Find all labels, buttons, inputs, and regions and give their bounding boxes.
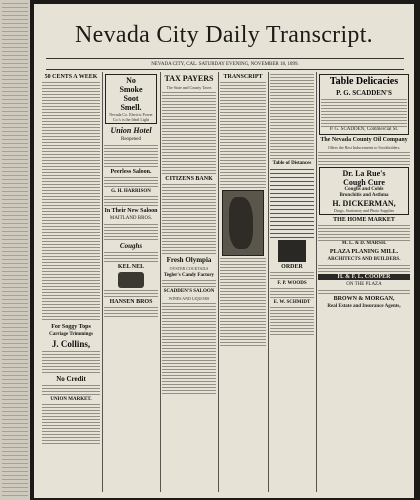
ad-heading: F. P. WOODS [277,281,307,286]
column-1 [42,72,100,492]
ad-subheading: MAITLAND BROS. [109,216,153,221]
text-block [104,252,158,262]
ad-heading: UNION MARKET. [50,397,92,402]
column-rule [160,72,161,492]
column-heading: TRANSCRIPT [223,74,263,80]
text-block [220,258,266,346]
masthead-title: Nevada City Daily Transcript. [74,22,373,48]
ad-heading: For Soggy Tops [51,324,91,330]
electric-power-ad [105,74,157,124]
adjacent-page-edge [0,0,30,500]
column-rule [102,72,103,492]
text-block [318,290,410,294]
ad-heading: PLAZA PLANING MILL. [329,249,399,255]
ad-heading: G. H. HARRISON [111,189,151,194]
ad-heading: ORDER [281,264,303,270]
dateline [46,58,404,70]
text-block [318,152,410,165]
ad-heading: The Nevada County Oil Company [320,137,408,143]
text-block [104,290,158,297]
column-rule [316,72,317,492]
ad-heading: Dr. La Rue's [342,169,386,178]
text-block [270,74,314,159]
ad-heading: HANSEN BROS [109,299,153,305]
ad-heading: SCADDEN'S SALOON [163,289,215,294]
ad-subheading: Reopened [121,137,141,142]
text-block [321,99,407,127]
newspaper-page [34,4,414,498]
text-block [162,303,216,394]
text-block [162,280,216,287]
ad-heading: KEL NEL [117,264,145,270]
seal-graphic [278,240,306,262]
column-6 [318,72,410,492]
ad-heading: H. DICKERMAN, [332,199,396,208]
ad-line: No [126,76,136,85]
text-block [162,184,216,254]
table-delicacies-ad [319,74,409,135]
text-block [318,225,410,241]
ad-heading: Fresh Olympia [166,256,212,264]
ad-subheading: Bronchitis and Asthma [339,193,389,198]
date-line-text: NEVADA CITY, CAL. SATURDAY EVENING, NOVEMBER 18, 1899. [151,61,299,67]
column-rule [268,72,269,492]
ad-subheading: Real Estate and Insurance Agents, [327,304,401,309]
ad-subheading: ON THE PLAZA [346,282,382,287]
ad-heading: TAX PAYERS [164,74,214,83]
subscription-heading: 50 CENTS A WEEK [44,74,98,80]
ad-subheading: ARCHITECTS AND BUILDERS. [327,257,401,262]
text-block [270,307,314,335]
ad-heading: CITIZENS BANK [165,176,213,182]
text-block [42,385,100,395]
wagon-illustration [118,272,144,288]
ad-heading: BROWN & MORGAN, [333,296,395,302]
ad-line: Smoke [119,85,143,94]
text-block [104,145,158,167]
text-block [220,82,266,188]
text-block [42,82,100,320]
ad-heading: No Credit [56,375,86,383]
ad-heading: J. Collins, [51,339,91,349]
ad-small-text: OYSTER COCKTAILS [169,266,209,271]
ad-heading: E. W. SCHMIDT [273,300,311,305]
ad-heading: H. & F. L. COOPER [318,274,410,280]
ad-small-text: Drugs, Stationery and Photo Supplies [333,208,395,213]
ad-heading: Coughs [119,242,143,250]
ad-heading: Peerless Saloon. [110,169,152,175]
text-block [104,307,158,317]
ad-signature: P. G. SCADDEN, Commercial St. [329,127,399,132]
ad-signature: M. L. & D. MARSH. [341,241,387,246]
ad-small-text: The State and County Taxes [166,85,212,90]
text-block [318,265,410,272]
text-block [42,351,100,373]
text-block [104,196,158,206]
ad-small-text: Nevada Co. Electric Power Co.'s is the Ideal Light [109,112,153,122]
ad-line: Smell. [120,103,142,112]
ad-heading: THE HOME MARKET [333,217,395,223]
column-5 [270,72,314,492]
ad-subheading: Coughs and Colds [344,187,384,192]
ad-heading: Cough Cure [343,178,385,187]
ad-heading: Carriage Trimmings [49,332,93,337]
text-block [104,177,158,187]
ad-heading: In Their New Saloon [104,208,158,214]
text-block [42,404,100,444]
ad-line: Soot [123,94,139,103]
text-block [270,272,314,279]
figure-illustration [222,190,264,256]
text-block [270,288,314,298]
distance-table [270,169,314,238]
column-2 [104,72,158,492]
cough-cure-ad [319,167,409,215]
ad-heading: Tegler's Candy Factory [163,273,215,278]
ad-heading: P. G. SCADDEN'S [336,89,392,97]
ad-small-text: Offers the Best Inducements to Stockholders. [327,145,401,150]
column-rule [218,72,219,492]
column-4 [220,72,266,492]
ad-small-text: WINES AND LIQUORS [168,296,210,301]
ad-heading: Union Hotel [110,126,152,135]
column-3 [162,72,216,492]
text-block [104,224,158,240]
text-block [162,92,216,174]
table-heading: Table of Distances [272,161,312,166]
ad-heading: Table Delicacies [329,76,399,87]
